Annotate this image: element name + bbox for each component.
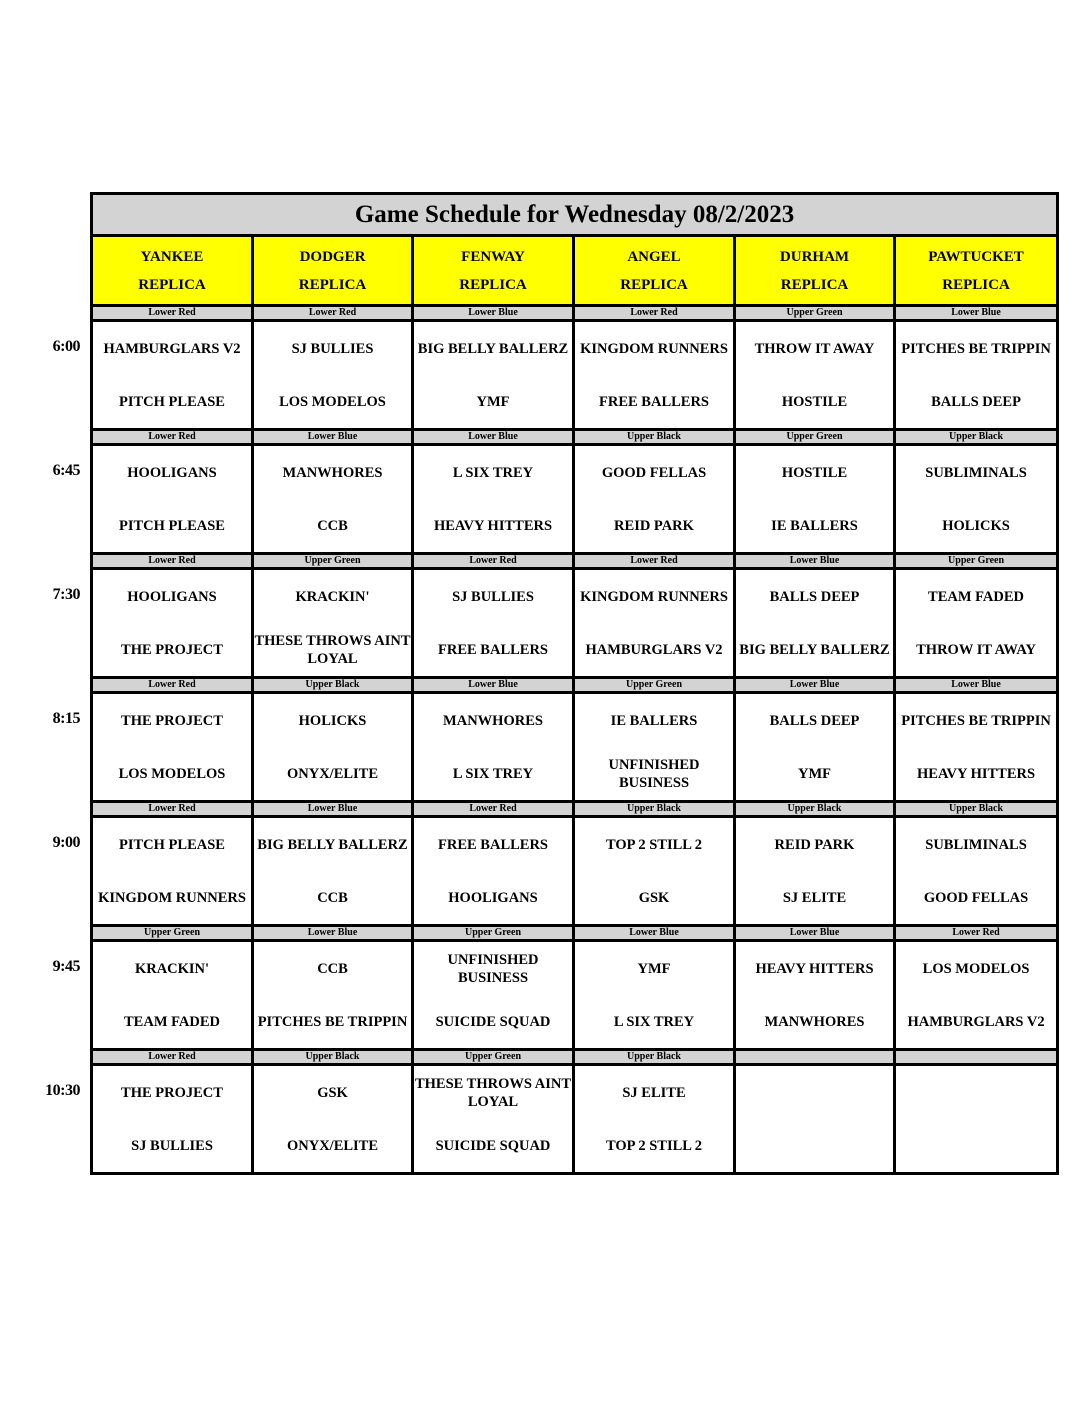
game-location: Lower Blue [413,306,574,321]
home-team: HAMBURGLARS V2 [92,321,253,376]
home-team: CCB [253,941,413,996]
game-location: Lower Red [92,678,253,693]
home-team: SJ ELITE [574,1065,735,1120]
team2-row [92,1119,1058,1174]
time-slot-label: 9:00 [52,833,80,851]
away-team: MANWHORES [735,995,895,1050]
field-name: PAWTUCKET [928,248,1024,265]
away-team: LOS MODELOS [253,375,413,430]
field-location-row [92,678,1058,693]
team2-row [92,747,1058,802]
home-team: KRACKIN' [253,569,413,624]
away-team: SUICIDE SQUAD [413,995,574,1050]
game-location: Lower Blue [735,678,895,693]
home-team: THESE THROWS AINT LOYAL [413,1065,574,1120]
home-team: BIG BELLY BALLERZ [253,817,413,872]
home-team: UNFINISHED BUSINESS [413,941,574,996]
away-team: TOP 2 STILL 2 [574,1119,735,1174]
game-location: Lower Blue [735,554,895,569]
team1-row [92,693,1058,748]
field-header [735,236,895,306]
away-team: KINGDOM RUNNERS [92,871,253,926]
game-location: Lower Red [92,1050,253,1065]
away-team: HAMBURGLARS V2 [895,995,1058,1050]
away-team: BIG BELLY BALLERZ [735,623,895,678]
home-team: THE PROJECT [92,693,253,748]
game-location: Lower Red [92,430,253,445]
away-team: IE BALLERS [735,499,895,554]
home-team: REID PARK [735,817,895,872]
away-team: HOSTILE [735,375,895,430]
away-team: SJ BULLIES [92,1119,253,1174]
away-team: FREE BALLERS [413,623,574,678]
team1-row [92,1065,1058,1120]
field-subtitle: REPLICA [942,276,1010,293]
home-team: THE PROJECT [92,1065,253,1120]
home-team: KRACKIN' [92,941,253,996]
game-location: Lower Red [574,306,735,321]
home-team: HOLICKS [253,693,413,748]
time-slot-label: 9:45 [52,957,80,975]
away-team: HEAVY HITTERS [895,747,1058,802]
home-team: GOOD FELLAS [574,445,735,500]
field-header [92,236,253,306]
away-team: HOOLIGANS [413,871,574,926]
game-location: Upper Green [735,306,895,321]
game-location: Upper Green [413,926,574,941]
game-location: Upper Green [895,554,1058,569]
home-team: KINGDOM RUNNERS [574,321,735,376]
home-team [735,1065,895,1120]
game-location: Lower Blue [253,802,413,817]
away-team: BALLS DEEP [895,375,1058,430]
home-team: MANWHORES [253,445,413,500]
home-team: HOSTILE [735,445,895,500]
away-team: CCB [253,499,413,554]
game-location: Upper Black [895,802,1058,817]
team1-row [92,941,1058,996]
time-column [0,0,90,1408]
away-team: THROW IT AWAY [895,623,1058,678]
game-location: Upper Black [574,802,735,817]
game-location: Lower Red [92,802,253,817]
home-team: YMF [574,941,735,996]
home-team: PITCHES BE TRIPPIN [895,321,1058,376]
game-location: Upper Black [253,678,413,693]
team2-row [92,871,1058,926]
home-team: SUBLIMINALS [895,445,1058,500]
away-team: HEAVY HITTERS [413,499,574,554]
time-slot-label: 6:45 [52,461,80,479]
schedule-title: Game Schedule for Wednesday 08/2/2023 [92,194,1058,236]
game-location: Lower Blue [895,678,1058,693]
field-name: ANGEL [627,248,681,265]
field-subtitle: REPLICA [459,276,527,293]
field-header [413,236,574,306]
field-location-row [92,306,1058,321]
field-header [895,236,1058,306]
home-team [895,1065,1058,1120]
field-name: DODGER [299,248,366,265]
away-team: THESE THROWS AINT LOYAL [253,623,413,678]
home-team: PITCHES BE TRIPPIN [895,693,1058,748]
game-location: Upper Black [895,430,1058,445]
home-team: PITCH PLEASE [92,817,253,872]
game-location [895,1050,1058,1065]
game-location: Lower Red [413,554,574,569]
home-team: HOOLIGANS [92,445,253,500]
away-team: REID PARK [574,499,735,554]
team1-row [92,445,1058,500]
team2-row [92,375,1058,430]
game-location: Lower Red [413,802,574,817]
game-location: Upper Black [735,802,895,817]
away-team: GSK [574,871,735,926]
field-subtitle: REPLICA [298,276,367,293]
away-team: PITCH PLEASE [92,499,253,554]
field-subtitle: REPLICA [138,276,206,293]
game-location [735,1050,895,1065]
away-team: ONYX/ELITE [253,1119,413,1174]
game-location: Lower Blue [253,926,413,941]
home-team: SUBLIMINALS [895,817,1058,872]
field-location-row [92,554,1058,569]
game-location: Upper Green [735,430,895,445]
game-location: Lower Red [574,554,735,569]
home-team: TEAM FADED [895,569,1058,624]
away-team: THE PROJECT [92,623,253,678]
game-location: Lower Blue [413,678,574,693]
field-name: FENWAY [461,248,525,265]
away-team [735,1119,895,1174]
field-location-row [92,802,1058,817]
away-team: HOLICKS [895,499,1058,554]
away-team: FREE BALLERS [574,375,735,430]
home-team: L SIX TREY [413,445,574,500]
home-team: SJ BULLIES [253,321,413,376]
time-slot-label: 7:30 [52,585,80,603]
home-team: BALLS DEEP [735,569,895,624]
team2-row [92,623,1058,678]
away-team: UNFINISHED BUSINESS [574,747,735,802]
team2-row [92,995,1058,1050]
away-team: ONYX/ELITE [253,747,413,802]
game-location: Lower Blue [895,306,1058,321]
home-team: THROW IT AWAY [735,321,895,376]
away-team: SUICIDE SQUAD [413,1119,574,1174]
time-slot-label: 10:30 [45,1081,80,1099]
away-team: YMF [413,375,574,430]
home-team: FREE BALLERS [413,817,574,872]
home-team: BIG BELLY BALLERZ [413,321,574,376]
home-team: GSK [253,1065,413,1120]
field-subtitle: REPLICA [780,276,849,293]
home-team: SJ BULLIES [413,569,574,624]
field-name: YANKEE [140,248,204,265]
home-team: TOP 2 STILL 2 [574,817,735,872]
time-slot-label: 8:15 [52,709,80,727]
schedule [90,192,1056,1175]
game-location: Upper Green [413,1050,574,1065]
time-slot-label: 6:00 [52,337,80,355]
home-team: MANWHORES [413,693,574,748]
home-team: LOS MODELOS [895,941,1058,996]
away-team: GOOD FELLAS [895,871,1058,926]
field-header-row [92,236,1058,306]
away-team: CCB [253,871,413,926]
away-team: L SIX TREY [413,747,574,802]
team1-row [92,321,1058,376]
game-location: Lower Blue [253,430,413,445]
home-team: IE BALLERS [574,693,735,748]
game-location: Lower Red [253,306,413,321]
away-team: PITCH PLEASE [92,375,253,430]
team1-row [92,569,1058,624]
game-location: Upper Black [253,1050,413,1065]
field-location-row [92,430,1058,445]
game-location: Lower Blue [574,926,735,941]
team2-row [92,499,1058,554]
field-name: DURHAM [779,248,850,265]
game-location: Upper Black [574,1050,735,1065]
field-location-row [92,926,1058,941]
team1-row [92,817,1058,872]
away-team: PITCHES BE TRIPPIN [253,995,413,1050]
home-team: KINGDOM RUNNERS [574,569,735,624]
game-location: Lower Red [92,306,253,321]
home-team: HEAVY HITTERS [735,941,895,996]
field-subtitle: REPLICA [620,276,688,293]
game-location: Upper Green [574,678,735,693]
schedule-table [90,192,1059,1175]
away-team: TEAM FADED [92,995,253,1050]
home-team: HOOLIGANS [92,569,253,624]
away-team: L SIX TREY [574,995,735,1050]
away-team: SJ ELITE [735,871,895,926]
home-team: BALLS DEEP [735,693,895,748]
game-location: Upper Green [253,554,413,569]
game-location: Upper Green [92,926,253,941]
field-location-row [92,1050,1058,1065]
away-team: HAMBURGLARS V2 [574,623,735,678]
game-location: Lower Red [92,554,253,569]
game-location: Upper Black [574,430,735,445]
game-location: Lower Blue [413,430,574,445]
field-header [574,236,735,306]
game-location: Lower Blue [735,926,895,941]
game-location: Lower Red [895,926,1058,941]
away-team: YMF [735,747,895,802]
away-team [895,1119,1058,1174]
field-header [253,236,413,306]
away-team: LOS MODELOS [92,747,253,802]
